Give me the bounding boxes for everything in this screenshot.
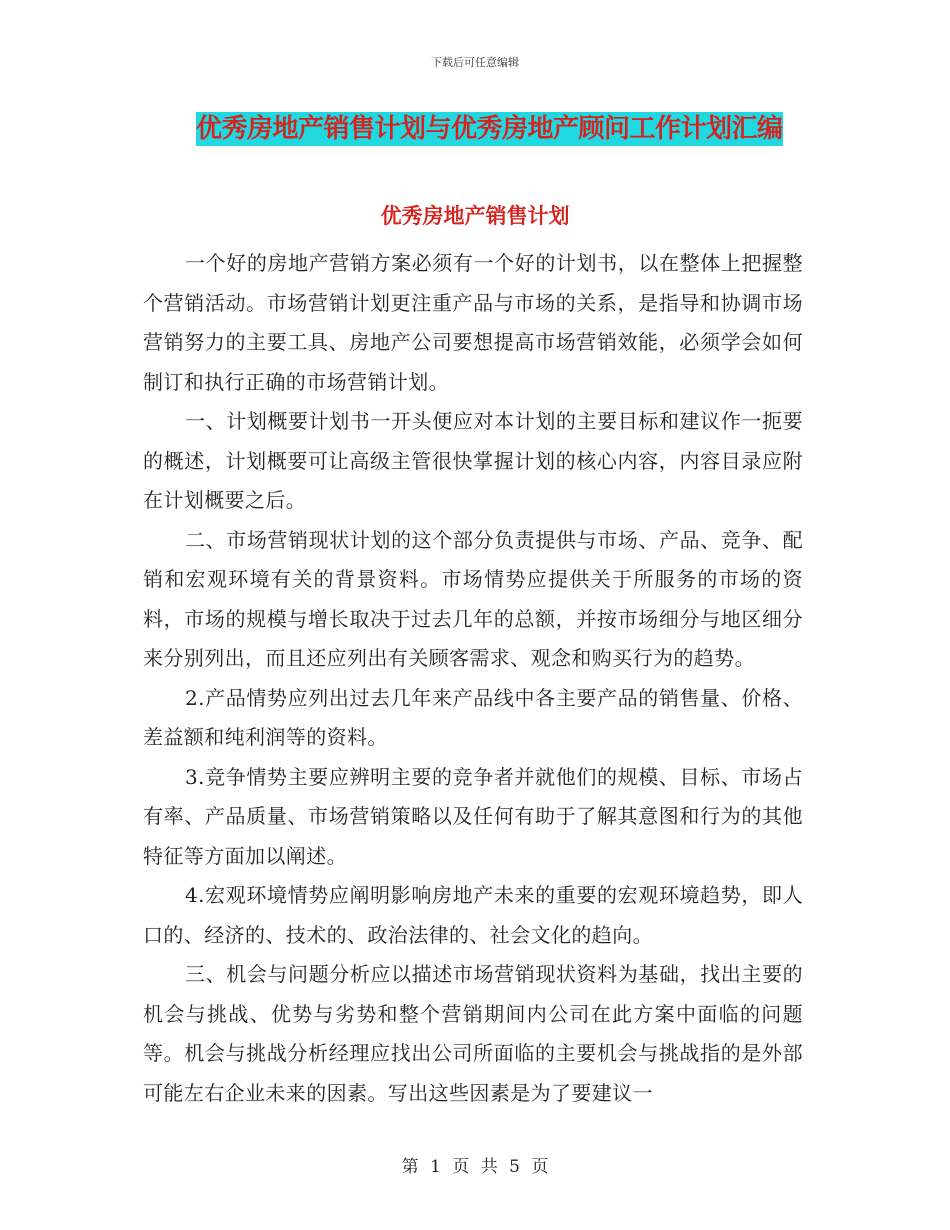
paragraph: 一、计划概要计划书一开头便应对本计划的主要目标和建议作一扼要的概述，计划概要可让高级主管很快掌握计划的核心内容，内容目录应附在计划概要之后。: [143, 409, 803, 512]
title-highlight: [196, 112, 783, 146]
paragraph: 三、机会与问题分析应以描述市场营销现状资料为基础，找出主要的机会与挑战、优势与劣势和整个营销期间内公司在此方案中面临的问题等。机会与挑战分析经理应找出公司所面临的主要机会与挑战指的是外部可能左右企业未来的因素。写出这些因素是为了要建议一: [143, 962, 803, 1105]
paragraph: 一个好的房地产营销方案必须有一个好的计划书，以在整体上把握整个营销活动。市场营销计划更注重产品与市场的关系，是指导和协调市场营销努力的主要工具、房地产公司要想提高市场营销效能，必须学会如何制订和执行正确的市场营销计划。: [143, 251, 803, 394]
paragraph: 3.竞争情势主要应辨明主要的竞争者并就他们的规模、目标、市场占有率、产品质量、市场营销策略以及任何有助于了解其意图和行为的其他特征等方面加以阐述。: [143, 764, 803, 868]
paragraph: 4.宏观环境情势应阐明影响房地产未来的重要的宏观环境趋势，即人口的、经济的、技术的、政治法律的、社会文化的趋向。: [143, 883, 803, 947]
document-title: 优秀房地产销售计划与优秀房地产顾问工作计划汇编: [196, 114, 783, 144]
page-number: 第 1 页 共 5 页: [401, 1157, 549, 1177]
section-title: 优秀房地产销售计划: [380, 204, 570, 228]
paragraph: 二、市场营销现状计划的这个部分负责提供与市场、产品、竞争、配销和宏观环境有关的背景资料。市场情势应提供关于所服务的市场的资料，市场的规模与增长取决于过去几年的总额，并按市场细分与地区细分来分别列出，而且还应列出有关顾客需求、观念和购买行为的趋势。: [143, 527, 803, 670]
paragraph: 2.产品情势应列出过去几年来产品线中各主要产品的销售量、价格、差益额和纯利润等的资料。: [143, 685, 803, 749]
download-note: 下载后可任意编辑: [431, 56, 519, 69]
document-body: [143, 244, 803, 1113]
